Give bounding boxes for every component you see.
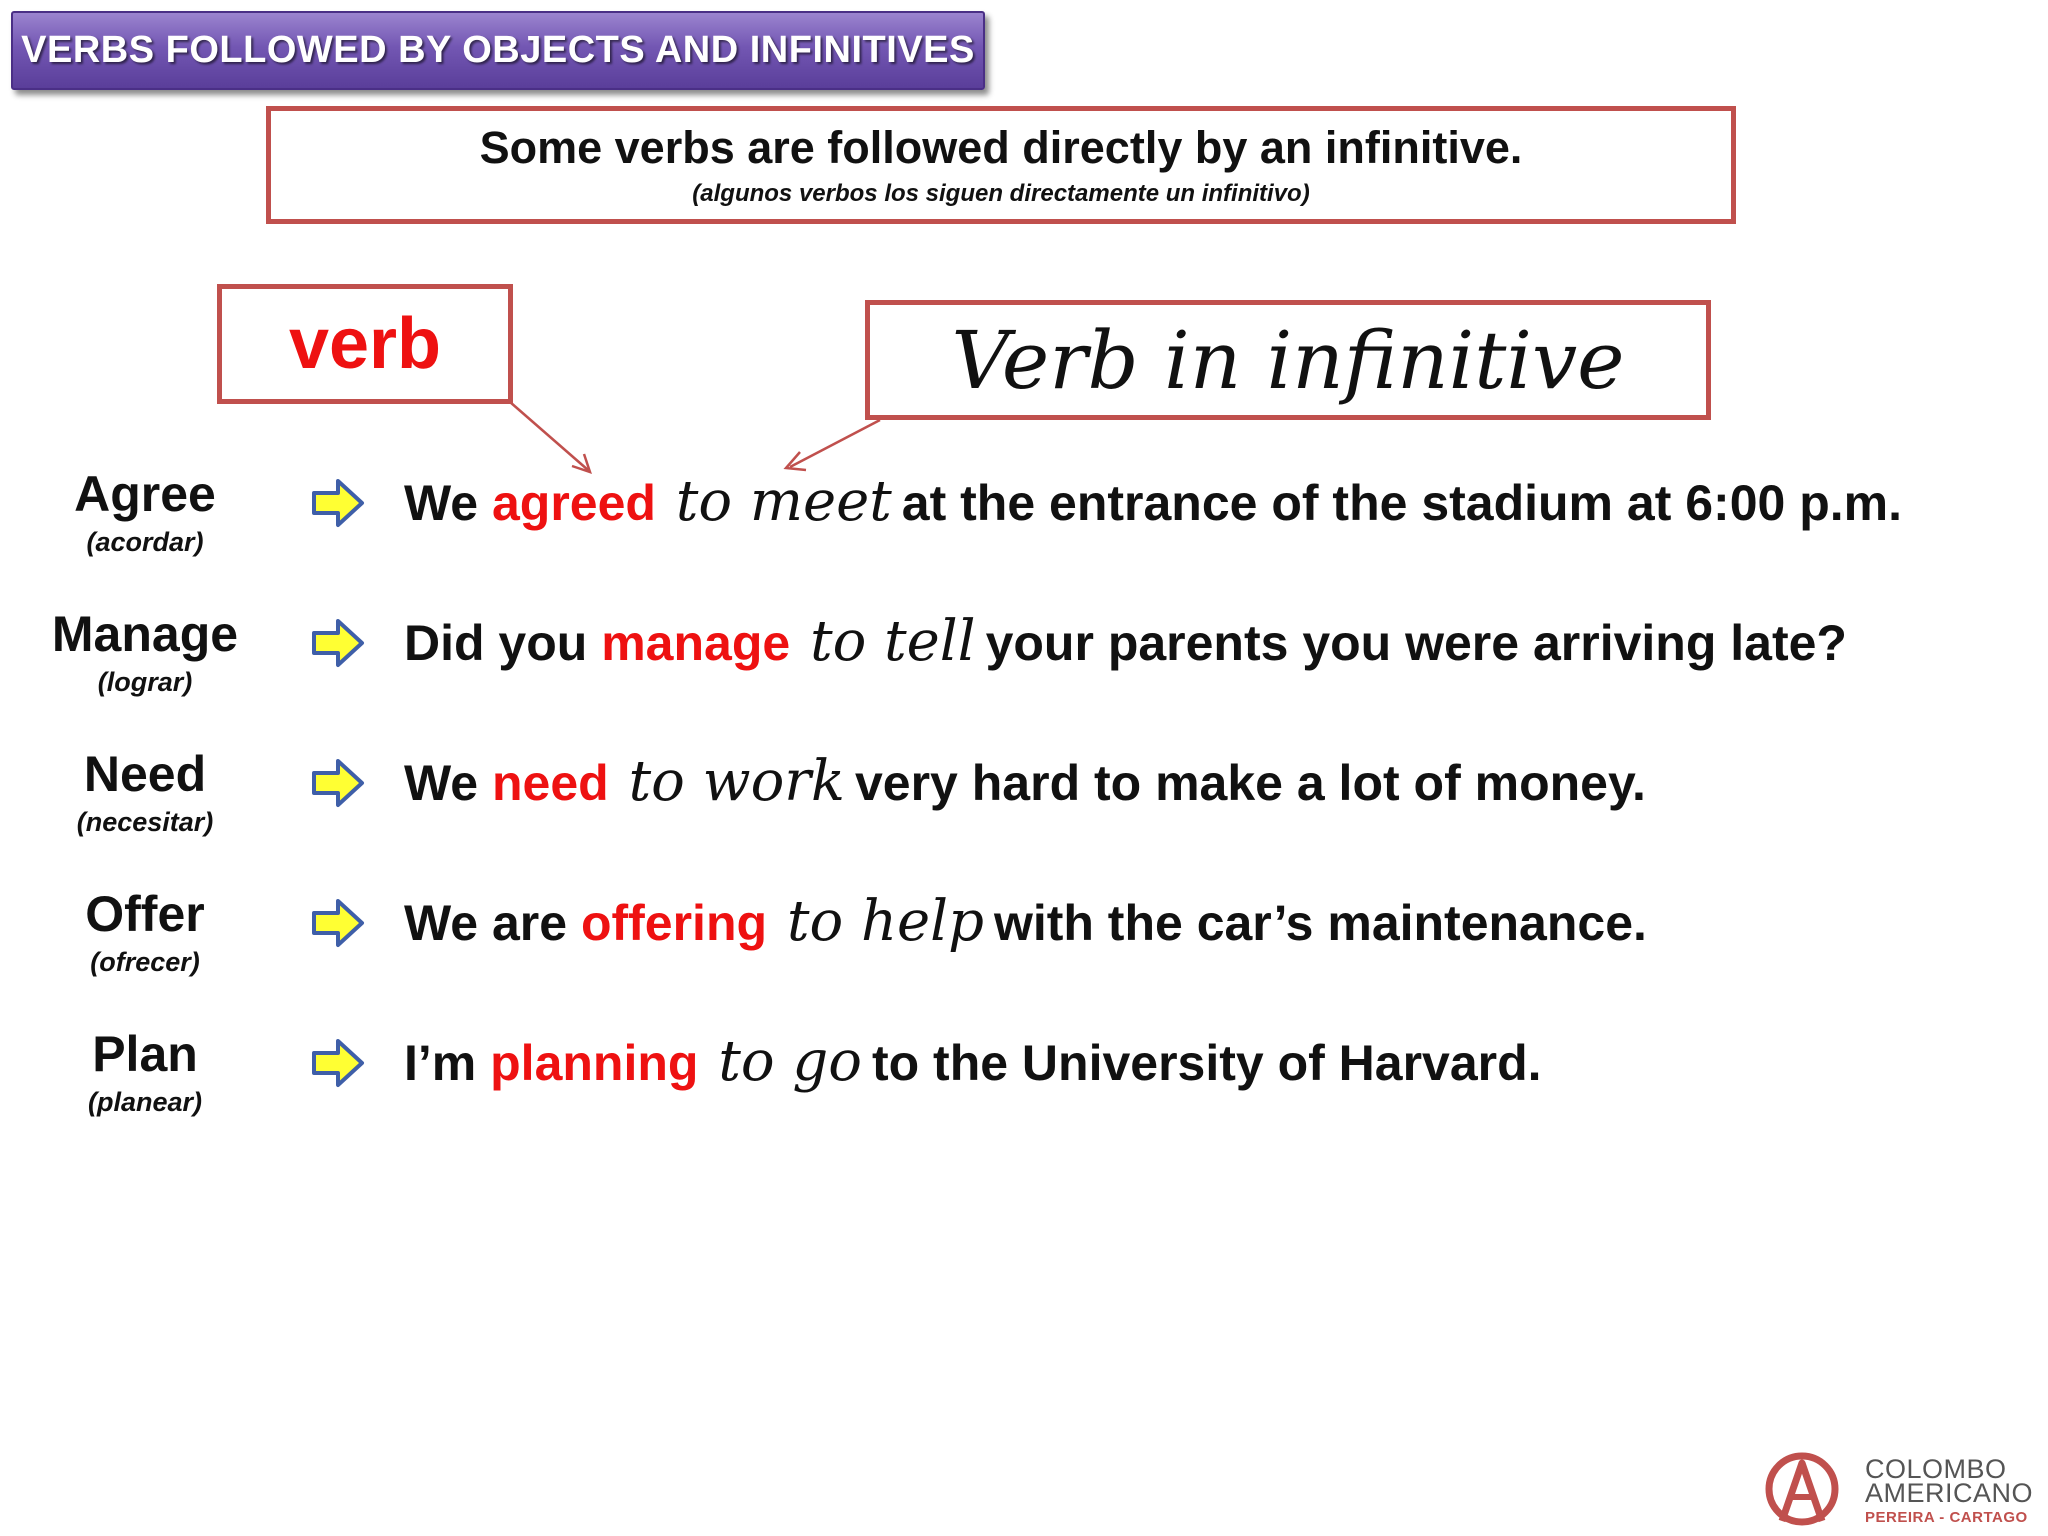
logo-emblem-icon — [1760, 1445, 1850, 1530]
example-row-plan — [0, 1025, 2048, 1145]
sentence-end: to the University of Harvard. — [871, 1035, 1542, 1091]
verb-cell — [40, 885, 250, 978]
verb-translation: (necesitar) — [76, 807, 214, 837]
sentence-verb: offering — [580, 895, 768, 951]
example-sentence — [404, 1027, 1542, 1098]
rule-translation: (algunos verbos los siguen directamente un infinitivo) — [692, 180, 1310, 207]
right-arrow-icon — [310, 895, 366, 951]
sentence-verb: need — [492, 755, 609, 811]
sentence-end: with the car’s maintenance. — [993, 895, 1647, 951]
example-sentence — [404, 747, 1646, 818]
right-arrow-icon — [310, 755, 366, 811]
example-sentence — [404, 887, 1647, 958]
sentence-start: We — [404, 755, 492, 811]
sentence-end: very hard to make a lot of money. — [854, 755, 1646, 811]
verb-cell — [40, 465, 250, 558]
infinitive-label: Verb in infinitive — [951, 313, 1625, 407]
sentence-start: Did you — [404, 615, 602, 671]
sentence-start: I’m — [404, 1035, 491, 1091]
logo-line-2: AMERICANO — [1865, 1478, 2034, 1508]
sentence-end: your parents you were arriving late? — [985, 615, 1847, 671]
sentence-start: We — [404, 475, 492, 531]
page-title: VERBS FOLLOWED BY OBJECTS AND INFINITIVES — [21, 29, 975, 71]
example-row-manage — [0, 605, 2048, 725]
example-row-offer — [0, 885, 2048, 1005]
verb-word: Need — [83, 746, 207, 802]
sentence-infinitive: to help — [786, 889, 984, 954]
example-row-need — [0, 745, 2048, 865]
verb-translation: (ofrecer) — [90, 947, 200, 977]
sentence-end: at the entrance of the stadium at 6:00 p.m. — [901, 475, 1903, 531]
sentence-infinitive: to tell — [810, 609, 976, 674]
sentence-verb: agreed — [492, 475, 656, 531]
verb-cell — [40, 1025, 250, 1118]
example-row-agree — [0, 465, 2048, 585]
verb-translation: (acordar) — [86, 527, 204, 557]
verb-translation: (planear) — [87, 1087, 203, 1117]
sentence-verb: planning — [490, 1035, 699, 1091]
sentence-infinitive: to meet — [675, 469, 892, 534]
right-arrow-icon — [310, 1035, 366, 1091]
logo-text — [1865, 1454, 2034, 1526]
sentence-infinitive: to work — [628, 749, 845, 814]
logo-line-1: COLOMBO — [1865, 1454, 2007, 1484]
right-arrow-icon — [310, 475, 366, 531]
logo-line-3: PEREIRA - CARTAGO — [1865, 1509, 2028, 1526]
right-arrow-icon — [310, 615, 366, 671]
verb-cell — [40, 605, 250, 698]
sentence-verb: manage — [601, 615, 791, 671]
infinitive-connector-line — [790, 420, 880, 467]
verb-word: Agree — [74, 466, 216, 522]
sentence-start: We are — [404, 895, 581, 951]
verb-translation: (lograr) — [97, 667, 193, 697]
verb-word: Offer — [85, 886, 205, 942]
verb-word: Plan — [92, 1026, 198, 1082]
example-sentence — [404, 607, 1847, 678]
rule-text: Some verbs are followed directly by an infinitive. — [479, 122, 1523, 173]
verb-label: verb — [288, 304, 442, 384]
verb-cell — [40, 745, 250, 838]
sentence-infinitive: to go — [718, 1029, 862, 1094]
example-sentence — [404, 467, 1902, 538]
verb-word: Manage — [51, 606, 239, 662]
verb-connector-line — [510, 402, 588, 470]
colombo-americano-logo — [1760, 1445, 2040, 1530]
